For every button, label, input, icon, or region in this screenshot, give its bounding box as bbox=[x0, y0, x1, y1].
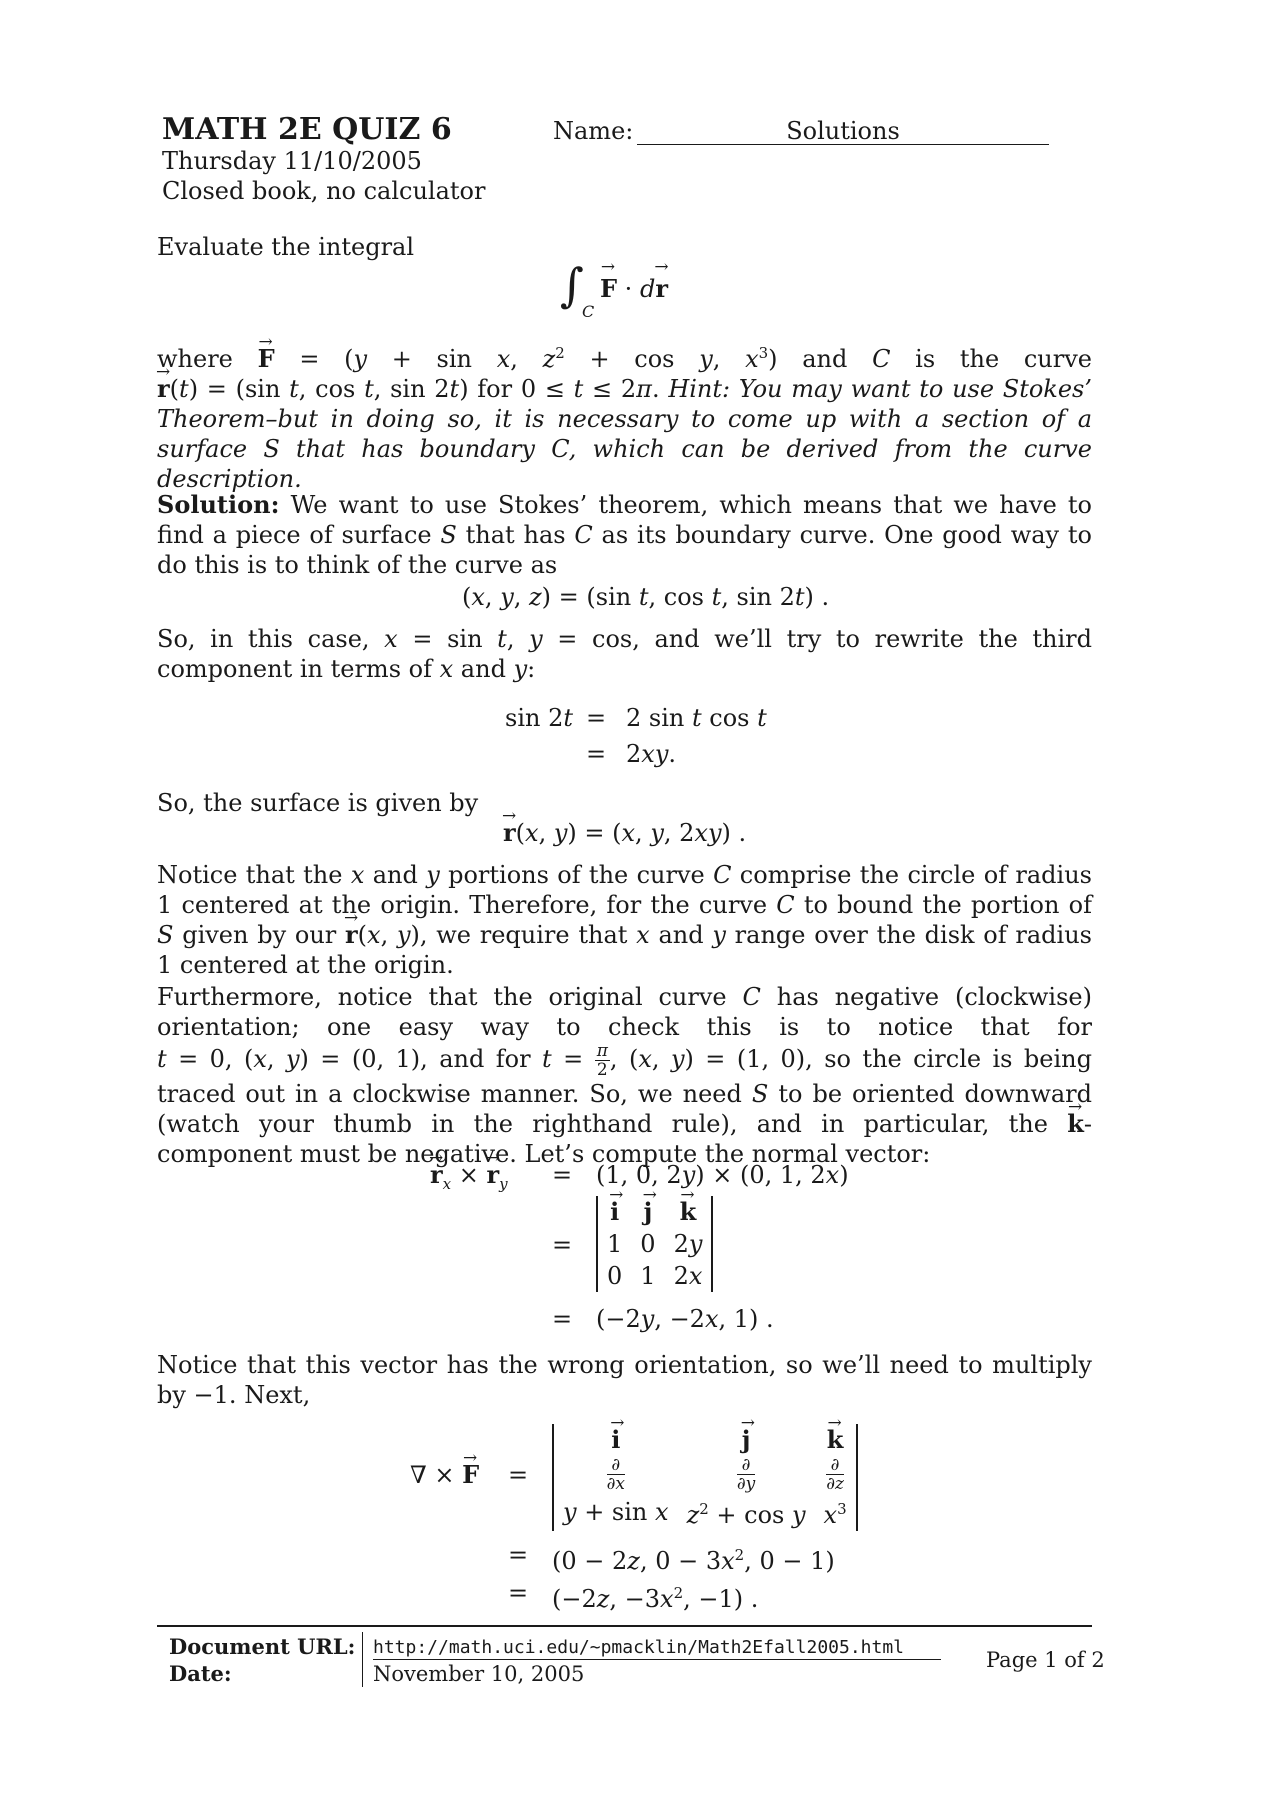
name-value: Solutions bbox=[786, 117, 900, 145]
curl-result: (−2z, $-3x^2$, −1) . bbox=[552, 1584, 759, 1613]
footer-url[interactable]: http://math.uci.edu/~pmacklin/Math2Efall2005.html bbox=[373, 1637, 905, 1658]
quiz-title: MATH 2E QUIZ 6 bbox=[162, 112, 452, 147]
curl-determinant: → i → j → k $\frac{\partial}{\partial x}$ $\frac{\partial}{\partial y}$ $\frac{\partial}{\partial z}$ y + sin x $z^2 + \cos y$ $x^3$ bbox=[552, 1424, 858, 1531]
solution-paragraph-2: So, in this case, x = sin t, y = cos, and we’ll try to rewrite the third component in terms of x and y: bbox=[157, 625, 1093, 683]
sin2t-line-1: sin 2t bbox=[505, 704, 574, 732]
curve-equation: (x, y, z) = (sin t, cos t, sin 2t) . bbox=[462, 583, 830, 611]
problem-statement: where → F = (y + sin x, $z^2 + \cos y$, $x^3$) and C is the curve → r(t) = (sin t, cos t, sin 2t) for 0 ≤ t ≤ 2π. Hint: You may want to use Stokes’ Theorem–but in doing so, it is necessary to come up with a section of a surface S that has boundary C, which can be derived from the curve description. bbox=[157, 338, 1092, 494]
sin2t-line-1-rhs: 2 sin t cos t bbox=[626, 704, 767, 732]
footer-date: November 10, 2005 bbox=[373, 1662, 585, 1686]
footer-divider bbox=[362, 1632, 363, 1687]
solution-paragraph-4: Notice that the x and y portions of the curve C comprise the circle of radius 1 centered at the origin. Therefore, for the curve C to bound the portion of S given by our → r(x, y), we require that x and y range over the disk of radius 1 centered at the origin. bbox=[157, 860, 1092, 980]
normal-determinant: → i → j → k 1 0 2y 0 1 2x bbox=[596, 1196, 713, 1292]
solution-paragraph-5: Furthermore, notice that the original curve C has negative (clockwise) orientation; one easy way to check this is to notice that for t = 0, (x, y) = (0, 1), and for t = $\frac{\pi}{2}$ , (x, y) = (1, 0), so the circle is being traced out in a clockwise manner. So, we need S to be oriented downward (watch your thumb in the righthand rule), and in particular, the → k-component must be negative. Let’s compute the normal vector: bbox=[157, 982, 1092, 1169]
curl-f: ∇ × → F bbox=[410, 1460, 479, 1490]
solution-paragraph-6: Notice that this vector has the wrong orientation, so we’ll need to multiply by −1. Next, bbox=[157, 1351, 1092, 1409]
footer-rule bbox=[157, 1625, 1092, 1627]
quiz-date: Thursday 11/10/2005 bbox=[162, 147, 422, 175]
surface-equation: → r(x, y) = (x, y, 2xy) . bbox=[503, 818, 746, 848]
cross-product-inputs: (1, 0, 2y) × (0, 1, 2x) bbox=[596, 1161, 849, 1189]
page-number: Page 1 of 2 bbox=[986, 1648, 1105, 1672]
sin2t-line-2-rhs: 2xy. bbox=[626, 740, 677, 768]
solution-paragraph-1: Solution: We want to use Stokes’ theorem, which means that we have to find a piece of surface S that has C as its boundary curve. One good way to do this is to think of the curve as bbox=[157, 490, 1093, 579]
footer-date-label: Date: bbox=[169, 1661, 232, 1686]
footer-url-label: Document URL: bbox=[169, 1634, 356, 1659]
problem-intro: Evaluate the integral bbox=[157, 233, 415, 261]
quiz-rules: Closed book, no calculator bbox=[162, 177, 486, 205]
name-field bbox=[637, 116, 1049, 145]
surface-intro: So, the surface is given by bbox=[157, 789, 479, 817]
normal-result: (−2y, −2x, 1) . bbox=[596, 1305, 774, 1333]
curl-step: (0 − 2z, $0 - 3x^2$, 0 − 1) bbox=[552, 1546, 835, 1575]
name-label: Name: bbox=[553, 117, 634, 145]
footer-url-underline bbox=[373, 1659, 941, 1660]
rx-cross-ry: → $r_x$ × → $r_y$ bbox=[430, 1160, 508, 1199]
